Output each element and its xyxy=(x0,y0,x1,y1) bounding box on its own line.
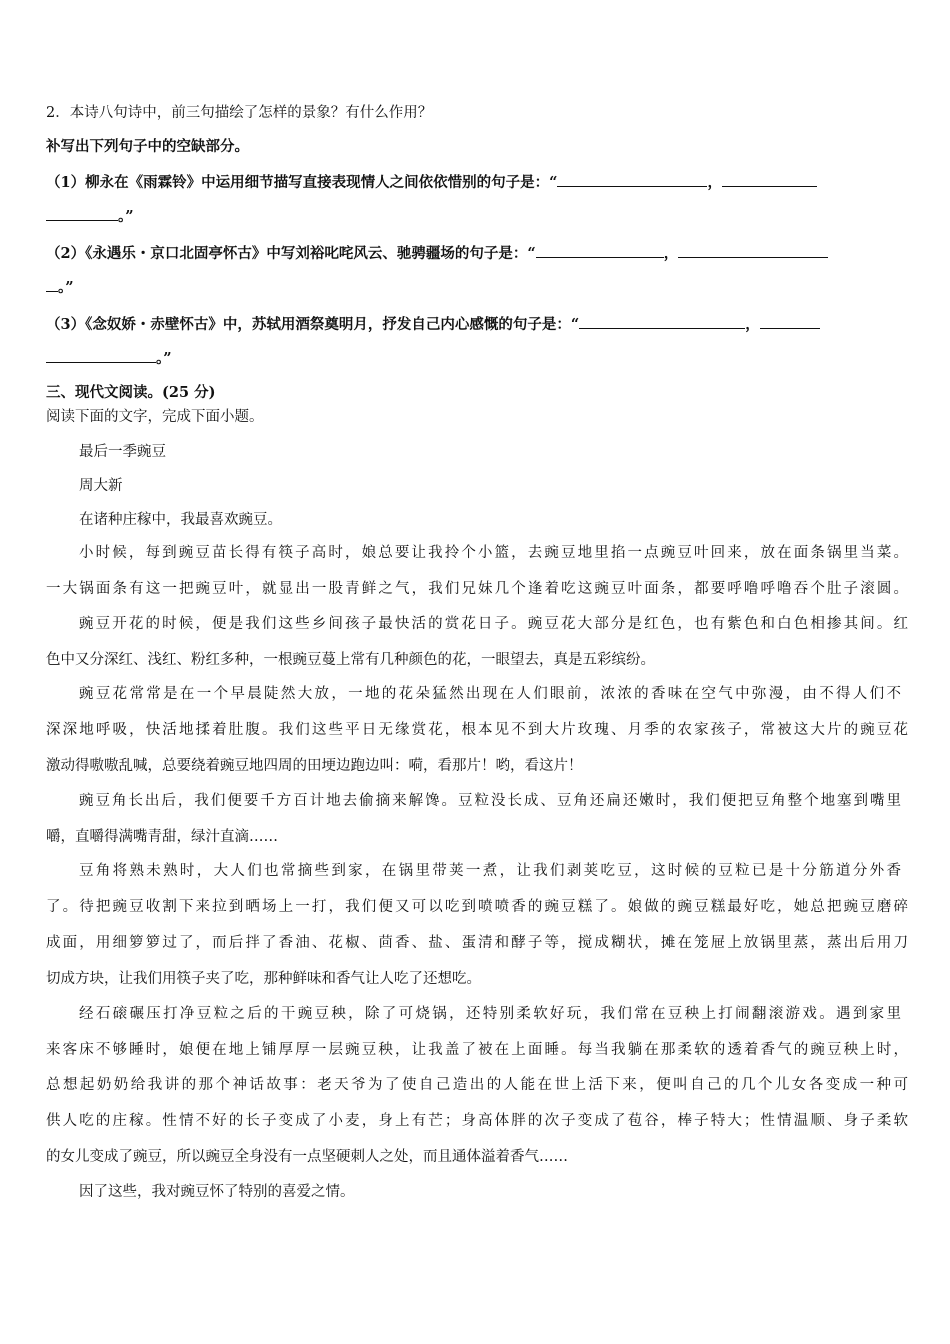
section-3-instruction: 阅读下面的文字，完成下面小题。 xyxy=(46,409,264,425)
fill-item-2 xyxy=(46,243,908,263)
fill-section-title: 补写出下列句子中的空缺部分。 xyxy=(46,138,249,155)
fill-item-2-cont xyxy=(46,277,908,297)
article-line: 成面，用细箩箩过了，而后拌了香油、花椒、茴香、盐、蛋清和酵子等，搅成糊状，摊在笼屉上放锅里蒸，蒸出后用刀 xyxy=(46,935,908,951)
article-line: 嚼，直嚼得满嘴青甜，绿汁直滴…… xyxy=(46,829,278,845)
fill-item-3 xyxy=(46,314,908,334)
article-line: 激动得嗷嗷乱喊，总要绕着豌豆地四周的田埂边跑边叫：嗬，看那片！哟，看这片！ xyxy=(46,758,583,774)
article-line: 因了这些，我对豌豆怀了特别的喜爱之情。 xyxy=(79,1184,355,1200)
fill-1-separator: ， xyxy=(707,174,722,191)
fill-3-end: 。” xyxy=(156,350,172,367)
fill-3-blank-2b[interactable] xyxy=(46,348,156,363)
article-line: 豌豆花常常是在一个早晨陡然大放，一地的花朵猛然出现在人们眼前，浓浓的香味在空气中弥漫，由不得人们不 xyxy=(79,686,901,702)
fill-2-blank-2b[interactable] xyxy=(46,277,58,292)
fill-3-lead: （3）《念奴娇・赤壁怀古》中，苏轼用酒祭奠明月，抒发自己内心感慨的句子是：“ xyxy=(46,316,580,333)
fill-3-blank-1[interactable] xyxy=(579,314,745,329)
fill-2-blank-2a[interactable] xyxy=(678,243,828,258)
article-author: 周大新 xyxy=(79,478,123,494)
article-line: 在诸种庄稼中，我最喜欢豌豆。 xyxy=(79,512,282,528)
fill-2-blank-1[interactable] xyxy=(536,243,664,258)
fill-1-blank-1[interactable] xyxy=(557,172,707,187)
article-line: 豌豆角长出后，我们便要千方百计地去偷摘来解馋。豆粒没长成、豆角还扁还嫩时，我们便把豆角整个地塞到嘴里 xyxy=(79,793,901,809)
article-line: 一大锅面条有这一把豌豆叶，就显出一股青鲜之气，我们兄妹几个逢着吃这豌豆叶面条，都要呼噜呼噜吞个肚子滚圆。 xyxy=(46,581,908,597)
article-line: 了。待把豌豆收割下来拉到晒场上一打，我们便又可以吃到喷喷香的豌豆糕了。娘做的豌豆糕最好吃，她总把豌豆磨碎 xyxy=(46,899,908,915)
article-line: 豌豆开花的时候，便是我们这些乡间孩子最快活的赏花日子。豌豆花大部分是红色，也有紫色和白色相掺其间。红 xyxy=(79,616,908,632)
article-title: 最后一季豌豆 xyxy=(79,444,166,460)
section-3-heading: 三、现代文阅读。(25 分) xyxy=(46,384,216,401)
article-line: 来客床不够睡时，娘便在地上铺厚厚一层豌豆秧，让我盖了被在上面睡。每当我躺在那柔软的透着香气的豌豆秧上时， xyxy=(46,1042,908,1058)
article-line: 小时候，每到豌豆苗长得有筷子高时，娘总要让我拎个小篮，去豌豆地里掐一点豌豆叶回来，放在面条锅里当菜。 xyxy=(79,545,908,561)
article-line: 总想起奶奶给我讲的那个神话故事：老天爷为了使自己造出的人能在世上活下来，便叫自己的几个儿女各变成一种可 xyxy=(46,1077,908,1093)
article-line: 豆角将熟未熟时，大人们也常摘些到家，在锅里带荚一煮，让我们剥荚吃豆，这时候的豆粒已是十分筋道分外香 xyxy=(79,863,901,879)
fill-2-separator: ， xyxy=(663,245,679,262)
fill-3-separator: ， xyxy=(745,316,760,333)
article-line: 的女儿变成了豌豆，所以豌豆全身没有一点坚硬刺人之处，而且通体溢着香气…… xyxy=(46,1149,568,1165)
article-line: 色中又分深红、浅红、粉红多种，一根豌豆蔓上常有几种颜色的花，一眼望去，真是五彩缤纷。 xyxy=(46,652,655,668)
article-line: 经石磙碾压打净豆粒之后的干豌豆秧，除了可烧锅，还特别柔软好玩，我们常在豆秧上打闹翻滚游戏。遇到家里 xyxy=(79,1006,901,1022)
article-line: 切成方块，让我们用筷子夹了吃，那种鲜味和香气让人吃了还想吃。 xyxy=(46,971,481,987)
question-2: 2．本诗八句诗中，前三句描绘了怎样的景象？有什么作用？ xyxy=(46,105,433,121)
fill-1-lead: （1）柳永在《雨霖铃》中运用细节描写直接表现情人之间依依惜别的句子是：“ xyxy=(46,174,558,191)
fill-2-lead: （2）《永遇乐・京口北固亭怀古》中写刘裕叱咤风云、驰骋疆场的句子是：“ xyxy=(46,245,536,262)
fill-3-blank-2a[interactable] xyxy=(760,314,820,329)
fill-1-end: 。” xyxy=(118,208,134,225)
fill-1-blank-2b[interactable] xyxy=(46,206,118,221)
fill-2-end: 。” xyxy=(58,279,74,296)
fill-item-1 xyxy=(46,172,908,192)
fill-1-blank-2a[interactable] xyxy=(722,172,817,187)
article-line: 供人吃的庄稼。性情不好的长子变成了小麦，身上有芒；身高体胖的次子变成了苞谷，棒子特大；性情温顺、身子柔软 xyxy=(46,1113,908,1129)
article-line: 深深地呼吸，快活地揉着肚腹。我们这些平日无缘赏花，根本见不到大片玫瑰、月季的农家孩子，常被这大片的豌豆花 xyxy=(46,722,908,738)
fill-item-1-cont xyxy=(46,206,908,226)
fill-item-3-cont xyxy=(46,348,908,368)
